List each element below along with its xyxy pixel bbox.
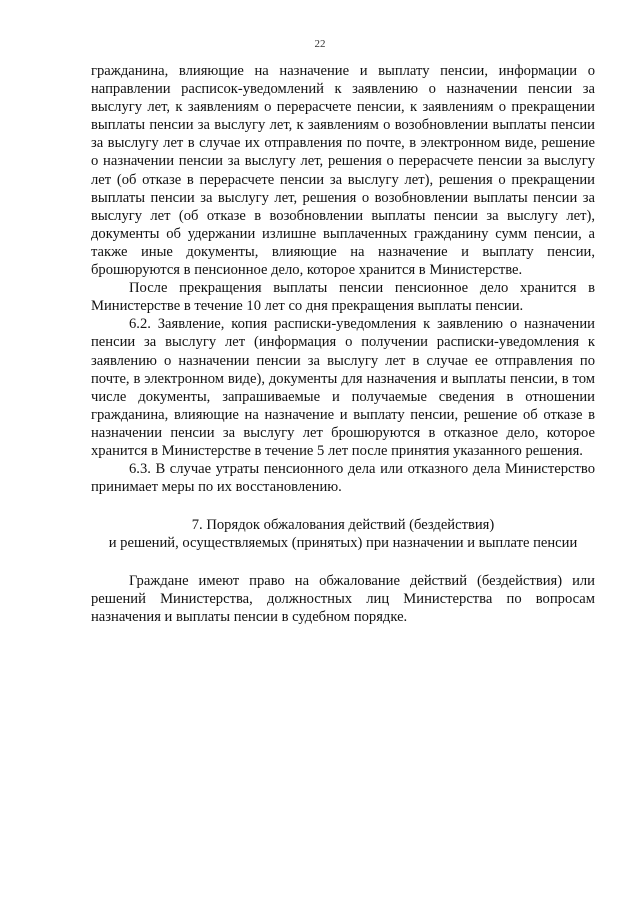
document-body [91,62,595,627]
paragraph-storage-term: После прекращения выплаты пенсии пенсионное дело хранится в Министерстве в течение 10 лет со дня прекращения выплаты пенсии. [91,280,595,315]
section-heading-line-1: 7. Порядок обжалования действий (бездействия) [191,517,495,534]
paragraph-continuation: гражданина, влияющие на назначение и выплату пенсии, информации о направлении расписок-уведомлений к заявлению о назначении пенсии за выслугу лет, к заявлениям о перерасчете пенсии, к заявлениям о прекращении выплаты пенсии за выслугу лет, к заявлениям о возобновлении выплаты пенсии за выслугу лет в случае их отправления по почте, в электронном виде, решение о назначении пенсии за выслугу лет, решения о перерасчете пенсии за выслугу лет (об отказе в перерасчете пенсии за выслугу лет), решения о прекращении выплаты пенсии за выслугу лет, решения о возобновлении выплаты пенсии за выслугу лет (об отказе в возобновлении выплаты пенсии за выслугу лет), документы об удержании излишне выплаченных гражданину сумм пенсии, а также иные документы, влияющие на назначение и выплату пенсии, брошюруются в пенсионное дело, которое хранится в Министерстве. [91,63,595,279]
section-heading-line-2: и решений, осуществляемых (принятых) при назначении и выплате пенсии [108,535,578,552]
paragraph-appeal-right: Граждане имеют право на обжалование действий (бездействия) или решений Министерства, должностных лиц Министерства по вопросам назначения и выплаты пенсии в судебном порядке. [91,573,595,626]
paragraph-6-2: 6.2. Заявление, копия расписки-уведомления к заявлению о назначении пенсии за выслугу лет (информация о получении расписки-уведомления к заявлению о назначении пенсии за выслугу лет в случае ее отправления по почте, в электронном виде), документы для назначения и выплаты пенсии, в том числе документы, запрашиваемые и получаемые сведения в отношении гражданина, влияющие на назначение и выплату пенсии, решение об отказе в назначении пенсии за выслугу лет брошюруются в отказное дело, которое хранится в Министерстве в течение 5 лет после принятия указанного решения. [91,316,595,459]
paragraph-6-3: 6.3. В случае утраты пенсионного дела или отказного дела Министерство принимает меры по их восстановлению. [91,461,595,496]
page-number: 22 [314,38,326,50]
section-heading [91,516,595,552]
